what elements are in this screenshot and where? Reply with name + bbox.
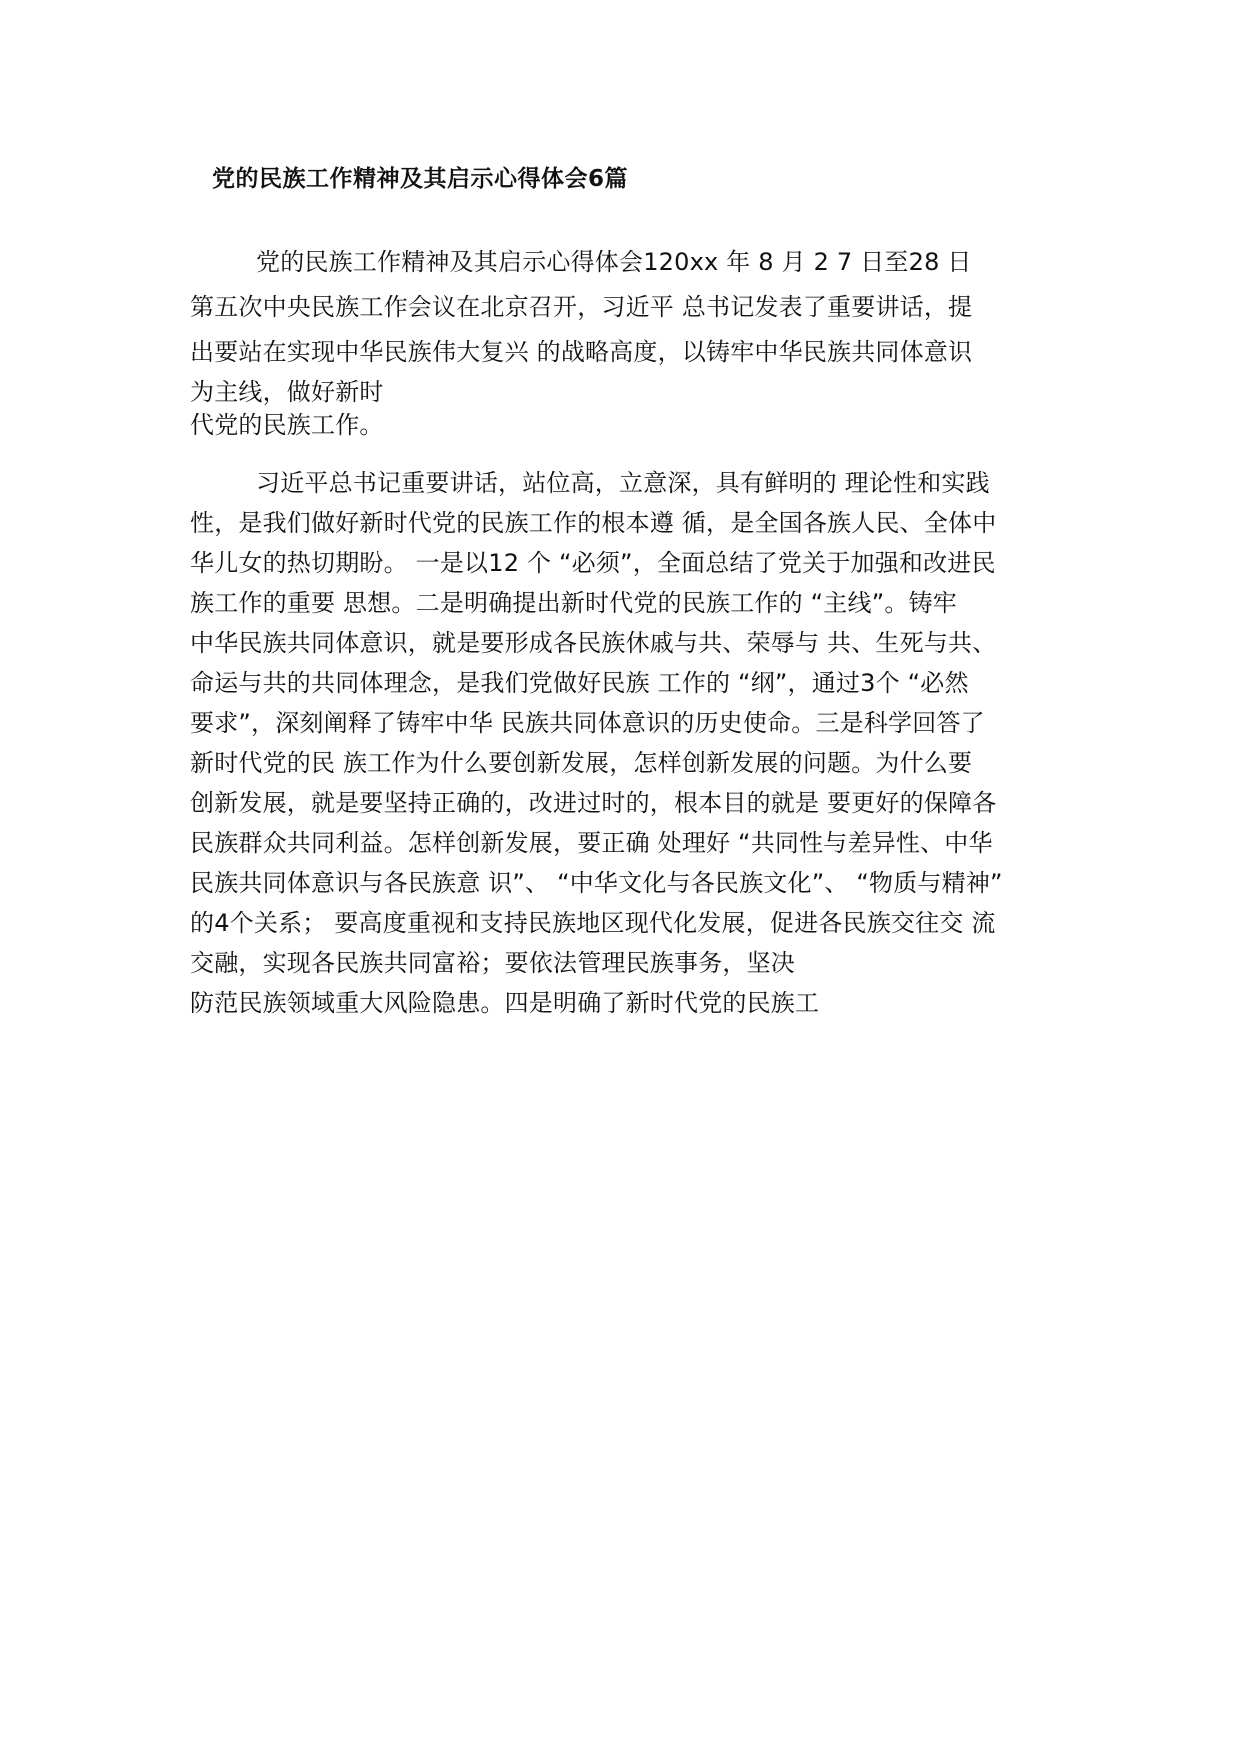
paragraph-1-line-1: 党的民族工作精神及其启示心得体会120xx 年 8 月 2 7 日至28 日 <box>256 248 972 276</box>
paragraph-2-line-8: 新时代党的民 族工作为什么要创新发展，怎样创新发展的问题。为什么要 <box>190 749 973 777</box>
paragraph-1-line-5: 代党的民族工作。 <box>190 411 384 439</box>
paragraph-2-line-5: 中华民族共同体意识，就是要形成各民族休戚与共、荣辱与 共、生死与共、 <box>190 629 997 657</box>
document-title: 党的民族工作精神及其启示心得体会6篇 <box>212 166 629 192</box>
paragraph-2-line-10: 民族群众共同利益。怎样创新发展，要正确 处理好 “共同性与差异性、中华 <box>190 829 993 857</box>
paragraph-2-line-1: 习近平总书记重要讲话，站位高，立意深，具有鲜明的 理论性和实践 <box>256 469 990 497</box>
paragraph-2-line-12: 的4个关系； 要高度重视和支持民族地区现代化发展，促进各民族交往交 流 <box>190 909 996 937</box>
paragraph-2-line-13: 交融，实现各民族共同富裕；要依法管理民族事务，坚决 <box>190 949 795 977</box>
paragraph-2-line-7: 要求”，深刻阐释了铸牢中华 民族共同体意识的历史使命。三是科学回答了 <box>190 709 985 737</box>
paragraph-2-line-14: 防范民族领域重大风险隐患。四是明确了新时代党的民族工 <box>190 989 820 1017</box>
paragraph-2-line-6: 命运与共的共同体理念，是我们党做好民族 工作的 “纲”，通过3个 “必然 <box>190 669 969 697</box>
paragraph-1-line-4: 为主线，做好新时 <box>190 378 384 406</box>
paragraph-1-line-3: 出要站在实现中华民族伟大复兴 的战略高度，以铸牢中华民族共同体意识 <box>190 338 973 366</box>
paragraph-1-line-2: 第五次中央民族工作会议在北京召开，习近平 总书记发表了重要讲话，提 <box>190 293 973 321</box>
paragraph-2-line-2: 性，是我们做好新时代党的民族工作的根本遵 循，是全国各族人民、全体中 <box>190 509 997 537</box>
paragraph-2-line-4: 族工作的重要 思想。二是明确提出新时代党的民族工作的 “主线”。铸牢 <box>190 589 957 617</box>
paragraph-2-line-9: 创新发展，就是要坚持正确的，改进过时的，根本目的就是 要更好的保障各 <box>190 789 997 817</box>
paragraph-2-line-3: 华儿女的热切期盼。 一是以12 个 “必须”，全面总结了党关于加强和改进民 <box>190 549 996 577</box>
paragraph-2-line-11: 民族共同体意识与各民族意 识”、 “中华文化与各民族文化”、 “物质与精神” <box>190 869 1003 897</box>
